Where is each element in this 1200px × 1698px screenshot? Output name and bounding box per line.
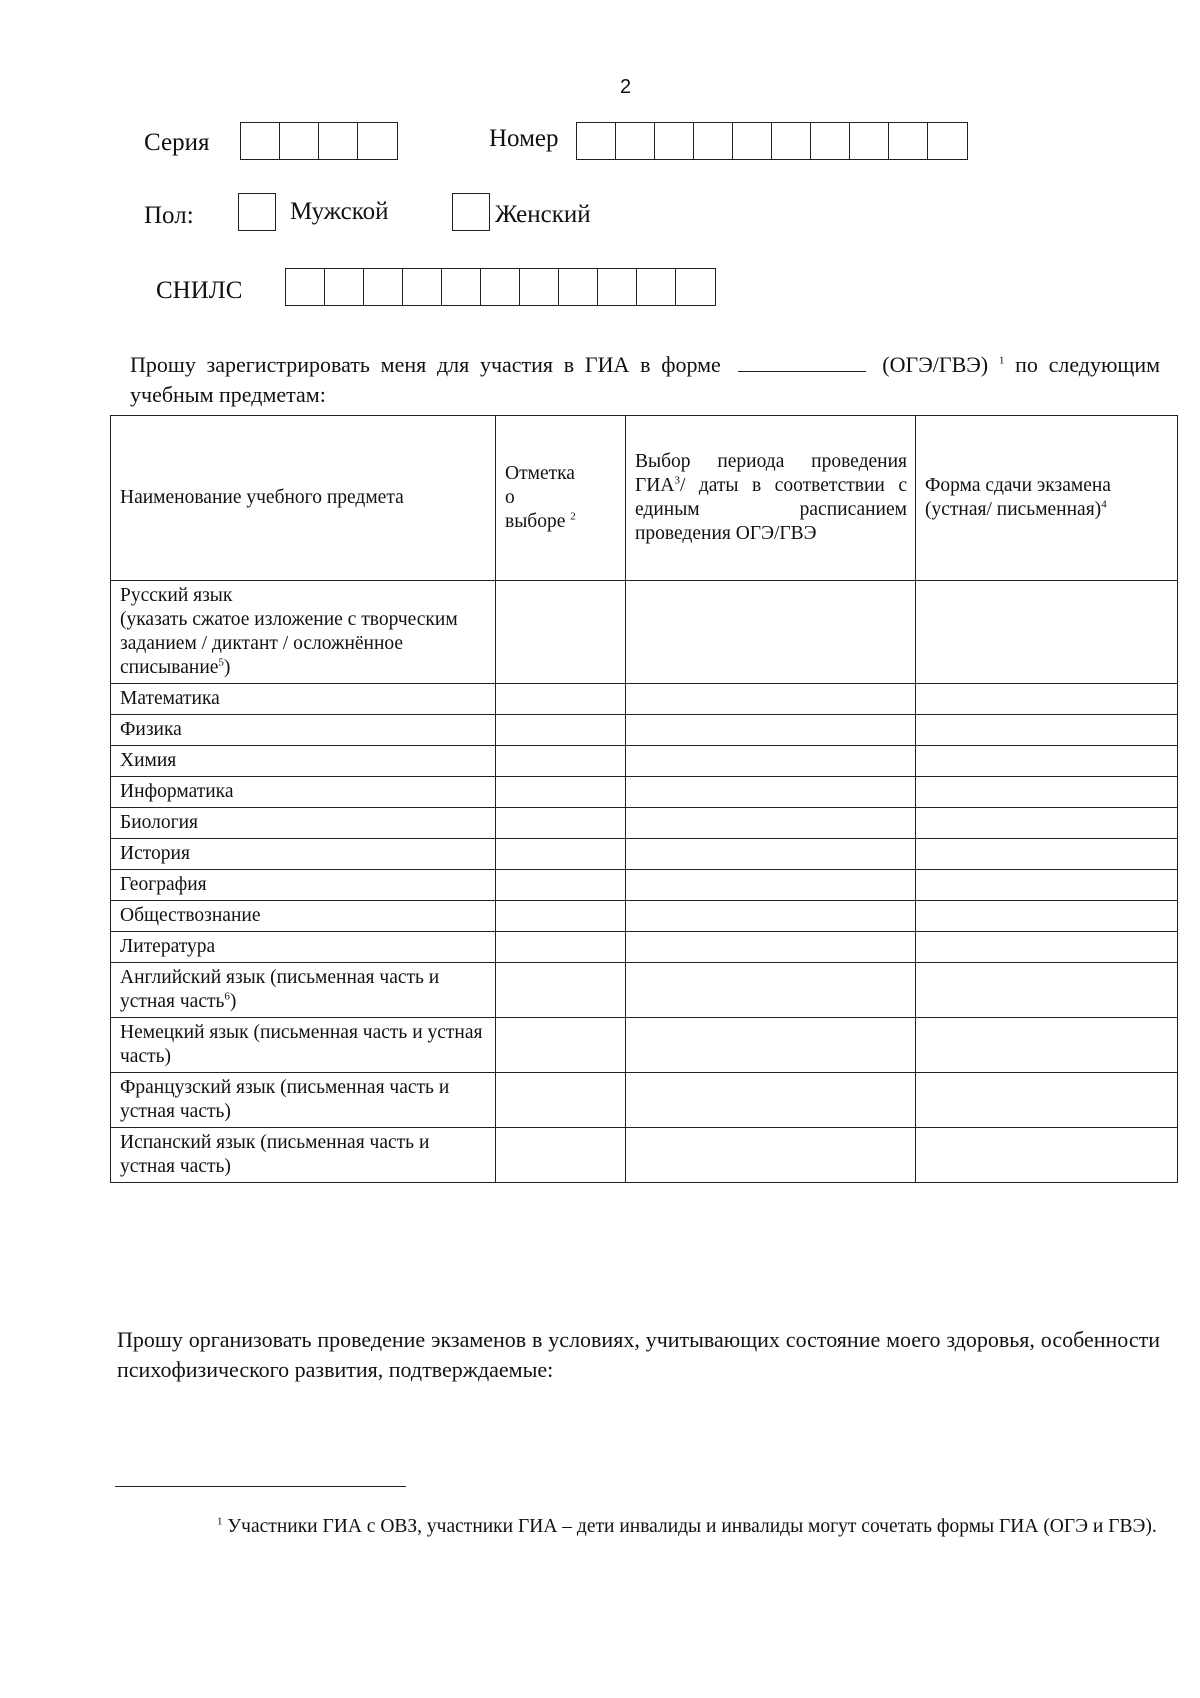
form-cell[interactable]	[916, 1073, 1178, 1128]
male-label: Мужской	[290, 198, 389, 225]
period-cell[interactable]	[626, 963, 916, 1018]
period-cell[interactable]	[626, 777, 916, 808]
table-row	[111, 901, 1178, 932]
table-row	[111, 808, 1178, 839]
request-tail: по следующим учебным предметам:	[130, 352, 1161, 407]
subject-name: Математика	[111, 684, 496, 715]
digit-cell[interactable]	[442, 269, 481, 305]
table-row	[111, 932, 1178, 963]
mark-cell[interactable]	[496, 777, 626, 808]
subject-name: Физика	[111, 715, 496, 746]
request-form-options: (ОГЭ/ГВЭ)	[882, 352, 989, 377]
conditions-request: Прошу организовать проведение экзаменов в условиях, учитывающих состояние моего здоровья, особенности психофизического развития, подтверждаемые:	[117, 1327, 1160, 1382]
digit-cell[interactable]	[637, 269, 676, 305]
form-cell[interactable]	[916, 581, 1178, 684]
footnote-divider	[115, 1486, 406, 1487]
digit-cell[interactable]	[889, 123, 928, 159]
table-row	[111, 839, 1178, 870]
mark-cell[interactable]	[496, 901, 626, 932]
header-subject: Наименование учебного предмета	[111, 416, 496, 581]
table-row-russian	[111, 581, 1178, 684]
subject-name: География	[111, 870, 496, 901]
mark-cell[interactable]	[496, 1073, 626, 1128]
period-cell[interactable]	[626, 715, 916, 746]
table-row	[111, 1128, 1178, 1183]
subject-name: Немецкий язык (письменная часть и устная часть)	[111, 1018, 496, 1073]
header-form: Форма сдачи экзамена (устная/ письменная)$^4$	[916, 416, 1178, 581]
table-row	[111, 746, 1178, 777]
digit-cell[interactable]	[481, 269, 520, 305]
mark-cell[interactable]	[496, 684, 626, 715]
gender-label: Пол:	[144, 202, 194, 229]
table-row	[111, 715, 1178, 746]
period-cell[interactable]	[626, 581, 916, 684]
form-cell[interactable]	[916, 684, 1178, 715]
period-cell[interactable]	[626, 684, 916, 715]
digit-cell[interactable]	[286, 269, 325, 305]
female-checkbox[interactable]	[452, 193, 490, 231]
request-text: Прошу зарегистрировать меня для участия в ГИА в форме	[130, 352, 721, 377]
subject-name: Биология	[111, 808, 496, 839]
period-cell[interactable]	[626, 1018, 916, 1073]
mark-cell[interactable]	[496, 1018, 626, 1073]
form-cell[interactable]	[916, 932, 1178, 963]
digit-cell[interactable]	[850, 123, 889, 159]
table-header-row	[111, 416, 1178, 581]
digit-cell[interactable]	[325, 269, 364, 305]
digit-cell[interactable]	[655, 123, 694, 159]
footnote	[145, 1513, 1160, 1541]
female-label: Женский	[495, 201, 591, 228]
digit-cell[interactable]	[577, 123, 616, 159]
digit-cell[interactable]	[403, 269, 442, 305]
table-row	[111, 870, 1178, 901]
period-cell[interactable]	[626, 839, 916, 870]
period-cell[interactable]	[626, 901, 916, 932]
form-cell[interactable]	[916, 1018, 1178, 1073]
series-cells[interactable]	[240, 122, 398, 160]
header-period: Выбор периода проведения ГИА$^3$/ даты в соответствии с единым расписанием проведения ОГЭ/ГВЭ	[626, 416, 916, 581]
form-cell[interactable]	[916, 901, 1178, 932]
table-row	[111, 777, 1178, 808]
table-row	[111, 684, 1178, 715]
subject-name: Обществознание	[111, 901, 496, 932]
digit-cell[interactable]	[358, 123, 397, 159]
period-cell[interactable]	[626, 1128, 916, 1183]
header-mark: Отметка о выборе $^2$	[496, 416, 626, 581]
mark-cell[interactable]	[496, 870, 626, 901]
mark-cell[interactable]	[496, 839, 626, 870]
snils-cells[interactable]	[285, 268, 716, 306]
registration-request	[130, 350, 1160, 410]
period-cell[interactable]	[626, 932, 916, 963]
digit-cell[interactable]	[520, 269, 559, 305]
digit-cell[interactable]	[319, 123, 358, 159]
mark-cell[interactable]	[496, 715, 626, 746]
number-label: Номер	[489, 125, 559, 152]
gia-form-blank[interactable]	[738, 351, 866, 372]
digit-cell[interactable]	[280, 123, 319, 159]
subject-name: История	[111, 839, 496, 870]
table-row	[111, 1018, 1178, 1073]
subject-name: Химия	[111, 746, 496, 777]
digit-cell[interactable]	[598, 269, 637, 305]
subjects-table	[110, 415, 1178, 1183]
form-cell[interactable]	[916, 808, 1178, 839]
footnote-text: Участники ГИА с ОВЗ, участники ГИА – дети инвалиды и инвалиды могут сочетать формы ГИА (ОГЭ и ГВЭ).	[227, 1516, 1157, 1537]
subject-name: Русский язык (указать сжатое изложение с творческим заданием / диктант / осложнённое списывание$^5$)	[111, 581, 496, 684]
digit-cell[interactable]	[676, 269, 715, 305]
page-number: 2	[620, 76, 632, 98]
table-row-english	[111, 963, 1178, 1018]
digit-cell[interactable]	[364, 269, 403, 305]
mark-cell[interactable]	[496, 581, 626, 684]
subject-name: Информатика	[111, 777, 496, 808]
form-cell[interactable]	[916, 746, 1178, 777]
period-cell[interactable]	[626, 1073, 916, 1128]
digit-cell[interactable]	[772, 123, 811, 159]
mark-cell[interactable]	[496, 1128, 626, 1183]
digit-cell[interactable]	[694, 123, 733, 159]
digit-cell[interactable]	[811, 123, 850, 159]
male-checkbox[interactable]	[238, 193, 276, 231]
period-cell[interactable]	[626, 746, 916, 777]
digit-cell[interactable]	[928, 123, 967, 159]
mark-cell[interactable]	[496, 963, 626, 1018]
digit-cell[interactable]	[559, 269, 598, 305]
mark-cell[interactable]	[496, 808, 626, 839]
digit-cell[interactable]	[241, 123, 280, 159]
form-cell[interactable]	[916, 777, 1178, 808]
form-cell[interactable]	[916, 715, 1178, 746]
form-cell[interactable]	[916, 963, 1178, 1018]
mark-cell[interactable]	[496, 746, 626, 777]
series-label: Серия	[144, 129, 210, 156]
footnote-ref: 1	[998, 354, 1005, 367]
digit-cell[interactable]	[616, 123, 655, 159]
subject-name: Французский язык (письменная часть и устная часть)	[111, 1073, 496, 1128]
footnote-number: 1	[217, 1515, 223, 1528]
period-cell[interactable]	[626, 808, 916, 839]
table-row	[111, 1073, 1178, 1128]
form-cell[interactable]	[916, 1128, 1178, 1183]
form-cell[interactable]	[916, 870, 1178, 901]
subject-name: Литература	[111, 932, 496, 963]
period-cell[interactable]	[626, 870, 916, 901]
digit-cell[interactable]	[733, 123, 772, 159]
form-cell[interactable]	[916, 839, 1178, 870]
number-cells[interactable]	[576, 122, 968, 160]
snils-label: СНИЛС	[156, 277, 243, 304]
subject-name: Английский язык (письменная часть и устная часть$^6$)	[111, 963, 496, 1018]
subject-name: Испанский язык (письменная часть и устная часть)	[111, 1128, 496, 1183]
mark-cell[interactable]	[496, 932, 626, 963]
